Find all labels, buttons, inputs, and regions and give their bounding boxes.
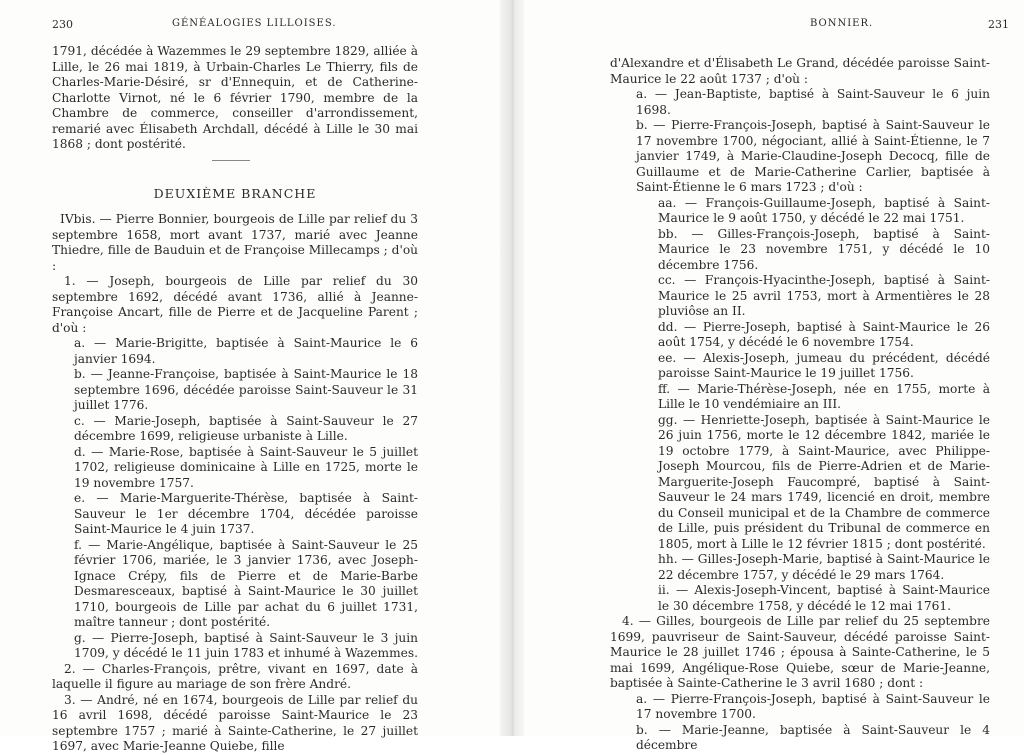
genealogy-entry: hh. — Gilles-Joseph-Marie, baptisé à Saint-Maurice le 22 décembre 1757, y décédé le 29 mars 1764. (658, 552, 990, 582)
genealogy-entry: aa. — François-Guillaume-Joseph, baptisé à Saint-Maurice le 9 août 1750, y décédé le 22 mai 1751. (658, 195, 990, 225)
section-divider (212, 160, 250, 161)
left-entries (52, 212, 418, 755)
genealogy-entry: b. — Pierre-François-Joseph, baptisé à Saint-Sauveur le 17 novembre 1700, négociant, allié à Saint-Étienne, le 7 janvier 1749, à Marie-Claudine-Joseph Decocq, fille de Guillaume et de Marie-Catherine Carlier, baptisée à Saint-Étienne le 6 mars 1723 ; d'où : (636, 118, 990, 194)
genealogy-entry: 4. — Gilles, bourgeois de Lille par relief du 25 septembre 1699, pauvriseur de Saint-Sauveur, décédé paroisse Saint-Maurice le 28 juillet 1746 ; épousa à Sainte-Catherine, le 5 mai 1699, Angélique-Rose Quiebe, sœur de Marie-Jeanne, baptisée à Sainte-Catherine le 3 avril 1680 ; dont : (610, 614, 990, 690)
right-page-number: 231 (988, 18, 1009, 31)
genealogy-entry: e. — Marie-Marguerite-Thérèse, baptisée à Saint-Sauveur le 1er décembre 1704, décédée paroisse Saint-Maurice le 4 juin 1737. (74, 491, 418, 536)
genealogy-entry: 3. — André, né en 1674, bourgeois de Lille par relief du 16 avril 1698, décédé paroisse Saint-Maurice le 23 septembre 1757 ; marié à Sainte-Catherine, le 27 juillet 1697, avec Marie-Jeanne Quiebe, fille (52, 692, 418, 753)
genealogy-entry: gg. — Henriette-Joseph, baptisée à Saint-Maurice le 26 juin 1756, morte le 12 décembre 1842, mariée le 19 octobre 1779, à Saint-Maurice, avec Philippe-Joseph Mourcou, fils de Pierre-Adrien et de Marie-Marguerite-Joseph Faucompré, baptisé à Saint-Sauveur le 24 mars 1749, licencié en droit, membre du Conseil municipal et de la Chambre de commerce de Lille, puis président du Tribunal de commerce en 1805, mort à Lille le 12 février 1815 ; dont postérité. (658, 412, 990, 551)
right-entries (610, 56, 990, 754)
opening-paragraph: d'Alexandre et d'Élisabeth Le Grand, décédée paroisse Saint-Maurice le 22 août 1737 ; d'où : (610, 56, 990, 86)
genealogy-entry: g. — Pierre-Joseph, baptisé à Saint-Sauveur le 3 juin 1709, y décédé le 11 juin 1783 et inhumé à Wazemmes. (74, 630, 419, 660)
genealogy-entry: f. — Marie-Angélique, baptisée à Saint-Sauveur le 25 février 1706, mariée, le 3 janvier 1736, avec Joseph-Ignace Crépy, fils de Pierre et de Marie-Barbe Desmaresceaux, baptisé à Saint-Maurice le 30 juillet 1710, bourgeois de Lille par achat du 6 juillet 1731, maître tanneur ; dont postérité. (74, 537, 418, 629)
genealogy-entry: dd. — Pierre-Joseph, baptisé à Saint-Maurice le 26 août 1754, y décédé le 6 novembre 1754. (658, 319, 990, 349)
left-running-header (52, 18, 452, 34)
genealogy-entry: b. — Marie-Jeanne, baptisée à Saint-Sauveur le 4 décembre (636, 722, 990, 752)
genealogy-entry: a. — Jean-Baptiste, baptisé à Saint-Sauveur le 6 juin 1698. (636, 87, 990, 117)
genealogy-entry: ff. — Marie-Thérèse-Joseph, née en 1755, morte à Lille le 10 vendémiaire an III. (658, 381, 990, 411)
genealogy-entry: 1. — Joseph, bourgeois de Lille par relief du 30 septembre 1692, décédé avant 1736, allié à Jeanne-Françoise Ancart, fille de Pierre et de Jacqueline Parent ; d'où : (52, 274, 418, 335)
right-running-header (610, 18, 1010, 34)
left-running-head: GÉNÉALOGIES LILLOISES. (172, 18, 337, 29)
genealogy-entry: cc. — François-Hyacinthe-Joseph, baptisé à Saint-Maurice le 25 avril 1753, mort à Armentières le 28 pluviôse an II. (658, 273, 990, 318)
genealogy-entry: a. — Pierre-François-Joseph, baptisé à Saint-Sauveur le 17 novembre 1700. (636, 691, 990, 721)
genealogy-entry: ee. — Alexis-Joseph, jumeau du précédent, décédé paroisse Saint-Maurice le 19 juillet 1756. (658, 350, 990, 380)
book-gutter (500, 0, 524, 736)
genealogy-entry: ii. — Alexis-Joseph-Vincent, baptisé à Saint-Maurice le 30 décembre 1758, y décédé le 12 mai 1761. (658, 583, 990, 613)
genealogy-entry: 2. — Charles-François, prêtre, vivant en 1697, date à laquelle il figure au mariage de son frère André. (52, 661, 418, 691)
right-running-head: BONNIER. (810, 18, 874, 29)
genealogy-entry: d. — Marie-Rose, baptisée à Saint-Sauveur le 5 juillet 1702, religieuse dominicaine à Lille en 1725, morte le 19 novembre 1757. (74, 444, 418, 490)
left-page (0, 0, 500, 753)
left-page-number: 230 (52, 18, 73, 31)
genealogy-entry: IVbis. — Pierre Bonnier, bourgeois de Lille par relief du 3 septembre 1658, mort avant 1737, marié avec Jeanne Thiedre, fille de Bauduin et de Françoise Millecamps ; d'où : (52, 212, 418, 273)
opening-paragraph: 1791, décédée à Wazemmes le 29 septembre 1829, alliée à Lille, le 26 mai 1819, à Urbain-Charles Le Thierry, fils de Charles-Marie-Désiré, sr d'Ennequin, et de Catherine-Charlotte Virnot, né le 6 février 1790, membre de la Chambre de commerce, conseiller d'arrondissement, remarié avec Élisabeth Archdall, décédé à Lille le 30 mai 1868 ; dont postérité. (52, 44, 418, 151)
genealogy-entry: bb. — Gilles-François-Joseph, baptisé à Saint-Maurice le 23 novembre 1751, y décédé le 10 décembre 1756. (658, 226, 990, 272)
genealogy-entry: a. — Marie-Brigitte, baptisée à Saint-Maurice le 6 janvier 1694. (74, 336, 418, 366)
genealogy-entry: b. — Jeanne-Françoise, baptisée à Saint-Maurice le 18 septembre 1696, décédée paroisse Saint-Sauveur le 31 juillet 1776. (74, 367, 418, 412)
right-page (524, 0, 1024, 752)
section-title: DEUXIÈME BRANCHE (153, 186, 317, 201)
left-opening-paragraph (52, 44, 418, 153)
genealogy-entry: c. — Marie-Joseph, baptisée à Saint-Sauveur le 27 décembre 1699, religieuse urbaniste à Lille. (74, 413, 418, 443)
